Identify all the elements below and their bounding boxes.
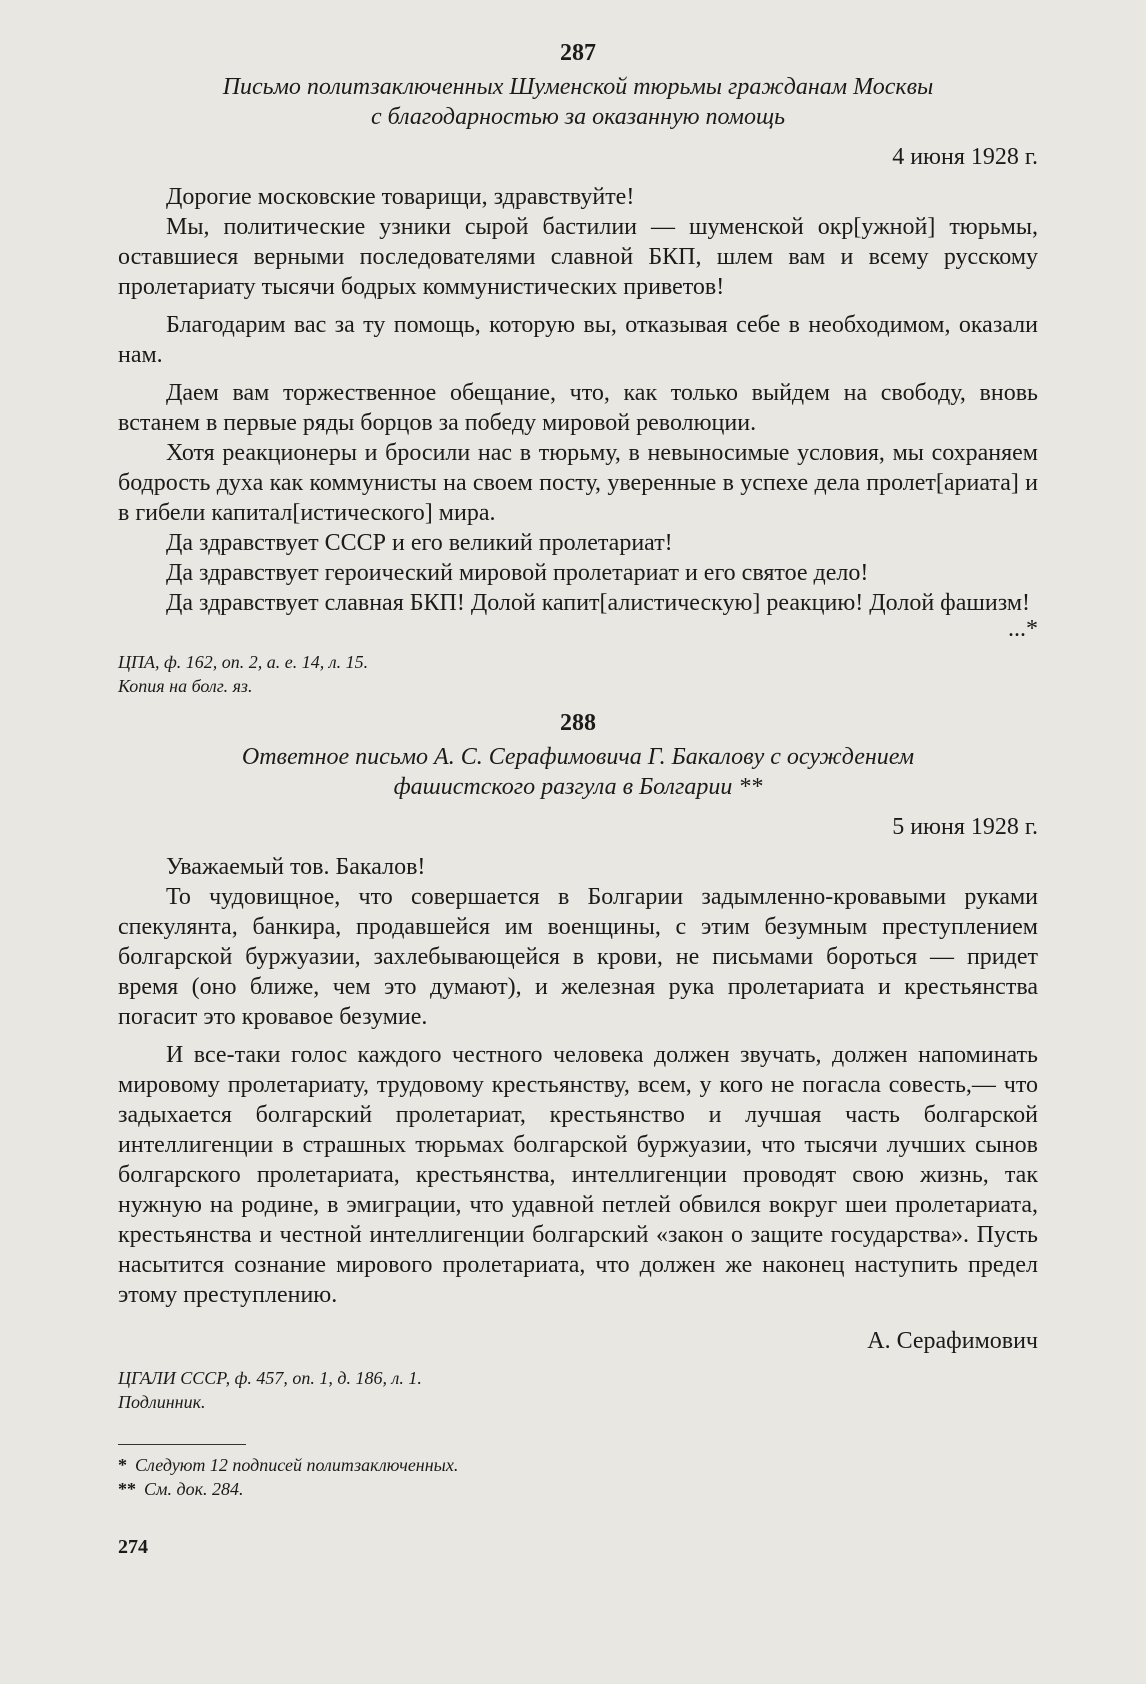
document-title <box>118 742 1038 802</box>
document-title-line: Ответное письмо А. С. Серафимовича Г. Бакалову с осуждением <box>241 744 915 770</box>
document-288 <box>118 708 1038 1414</box>
footnote <box>118 1477 1038 1501</box>
archive-reference: ЦПА, ф. 162, оп. 2, а. е. 14, л. 15. <box>118 652 369 672</box>
paragraph: Мы, политические узники сырой бастилии — шуменской окр[ужной] тюрьмы, оставшиеся верными последователями славной БКП, шлем вам и всему русскому пролетариату тысячи бодрых коммунистических приветов! <box>118 214 1038 300</box>
paragraph: Даем вам торжественное обещание, что, как только выйдем на свободу, вновь встанем в первые ряды борцов за победу мировой революции. <box>118 380 1038 436</box>
slogan: Да здравствует славная БКП! Долой капит[алистическую] реакцию! Долой фашизм! <box>166 590 1031 616</box>
slogan: Да здравствует СССР и его великий пролетариат! <box>166 530 673 556</box>
paragraph: И все-таки голос каждого честного человека должен звучать, должен напоминать мировому пролетариату, трудовому крестьянству, всем, у кого не погасла совесть,— что задыхается болгарский пролетариат, крестьянство и лучшая часть болгарской интеллигенции в страшных тюрьмах болгарской буржуазии, что тысячи лучших сынов болгарского пролетариата, крестьянства, интеллигенции проводят свою жизнь, так нужную на родине, в эмиграции, что удавной петлей обвился вокруг шеи пролетариата, крестьянства и честной интеллигенции болгарский «закон о защите государства». Пусть насытится сознание мирового пролетариата, что должен же наконец наступить предел этому преступлению. <box>118 1042 1038 1308</box>
footnote-mark: ** <box>118 1479 136 1499</box>
document-title-line: фашистского разгула в Болгарии ** <box>393 774 763 800</box>
document-number: 287 <box>560 40 596 66</box>
document-title-line: Письмо политзаключенных Шуменской тюрьмы гражданам Москвы <box>222 74 934 100</box>
page-number: 274 <box>118 1536 148 1558</box>
document-date: 4 июня 1928 г. <box>892 144 1038 170</box>
footnote-divider <box>118 1444 246 1445</box>
signature: А. Серафимович <box>867 1328 1038 1354</box>
archive-source <box>118 1366 1038 1414</box>
archive-note: Подлинник. <box>118 1392 206 1412</box>
paragraph: То чудовищное, что совершается в Болгарии задымленно-кровавыми руками спекулянта, банкира, продавшейся им военщины, с этим безумным преступлением болгарской буржуазии, захлебывающейся в крови, не письмами бороться — придет время (оно ближе, чем это думают), и железная рука пролетариата и крестьянства погасит это кровавое безумие. <box>118 884 1038 1030</box>
document-date: 5 июня 1928 г. <box>892 814 1038 840</box>
text-column <box>118 38 1038 1559</box>
section-gap <box>118 698 1038 708</box>
signatures-mark: ...* <box>1008 616 1038 642</box>
footnote-text: Следуют 12 подписей политзаключенных. <box>135 1455 459 1475</box>
document-number: 288 <box>560 710 596 736</box>
slogan: Да здравствует героический мировой пролетариат и его святое дело! <box>166 560 869 586</box>
footnote-text: См. док. 284. <box>144 1479 244 1499</box>
paragraph: Хотя реакционеры и бросили нас в тюрьму, в невыносимые условия, мы сохраняем бодрость духа как коммунисты на своем посту, уверенные в успехе дела пролет[ариата] и в гибели капитал[истического] мира. <box>118 440 1038 526</box>
greeting: Дорогие московские товарищи, здравствуйте! <box>166 184 635 210</box>
document-title-line: с благодарностью за оказанную помощь <box>371 104 785 130</box>
document-287 <box>118 38 1038 698</box>
archive-note: Копия на болг. яз. <box>118 676 253 696</box>
paragraph: Благодарим вас за ту помощь, которую вы, отказывая себе в необходимом, оказали нам. <box>118 312 1038 368</box>
document-title <box>118 72 1038 132</box>
footnote-mark: * <box>118 1455 127 1475</box>
greeting: Уважаемый тов. Бакалов! <box>166 854 426 880</box>
footnote <box>118 1453 1038 1477</box>
archive-reference: ЦГАЛИ СССР, ф. 457, оп. 1, д. 186, л. 1. <box>118 1368 422 1388</box>
archive-source <box>118 650 1038 698</box>
